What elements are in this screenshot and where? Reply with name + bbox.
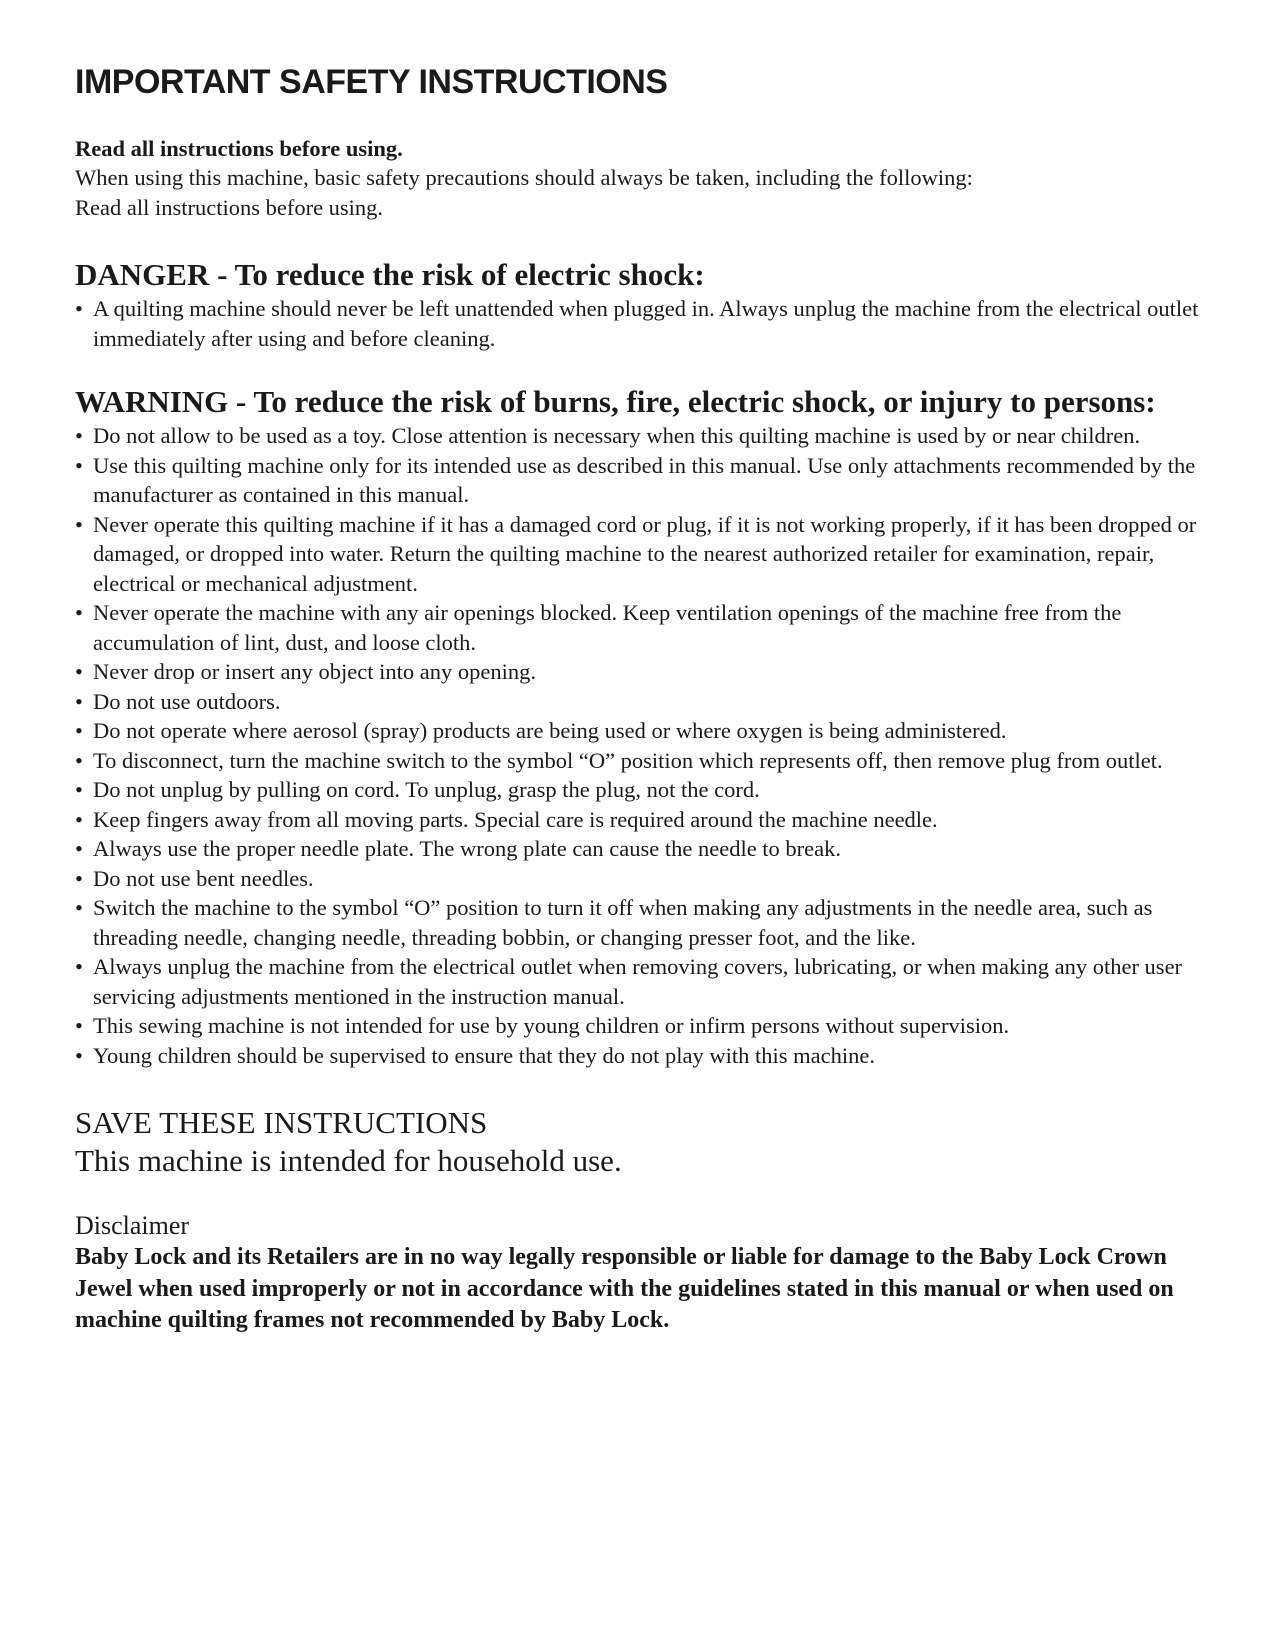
safety-page — [75, 62, 1205, 1337]
intro-lead: Read all instructions before using. — [75, 135, 403, 161]
warning-list — [75, 421, 1205, 1070]
danger-list — [75, 294, 1205, 353]
warning-item: • Switch the machine to the symbol “O” position to turn it off when making any adjustments in the needle area, such as threading needle, changing needle, threading bobbin, or changing presser foot, and the like. — [75, 893, 1205, 952]
warning-item: • Do not use outdoors. — [75, 687, 1205, 717]
danger-item: • A quilting machine should never be left unattended when plugged in. Always unplug the machine from the electrical outlet immediately after using and before cleaning. — [75, 294, 1205, 353]
warning-item: • Always use the proper needle plate. The wrong plate can cause the needle to break. — [75, 834, 1205, 864]
page-title: IMPORTANT SAFETY INSTRUCTIONS — [75, 63, 668, 101]
warning-item: • Never drop or insert any object into any opening. — [75, 657, 1205, 687]
warning-item: • Do not allow to be used as a toy. Close attention is necessary when this quilting machine is used by or near children. — [75, 421, 1205, 451]
danger-heading: DANGER - To reduce the risk of electric shock: — [75, 257, 705, 293]
warning-item: • To disconnect, turn the machine switch to the symbol “O” position which represents off, then remove plug from outlet. — [75, 746, 1205, 776]
warning-heading: WARNING - To reduce the risk of burns, fire, electric shock, or injury to persons: — [75, 384, 1156, 420]
save-instructions-block — [75, 1104, 1205, 1180]
warning-item: • Keep fingers away from all moving parts. Special care is required around the machine needle. — [75, 805, 1205, 835]
warning-item: • Use this quilting machine only for its intended use as described in this manual. Use only attachments recommended by the manufacturer as contained in this manual. — [75, 451, 1205, 510]
disclaimer-title: Disclaimer — [75, 1211, 190, 1241]
warning-item: • Do not unplug by pulling on cord. To unplug, grasp the plug, not the cord. — [75, 775, 1205, 805]
intro-block — [75, 134, 1205, 223]
warning-item: • Never operate this quilting machine if it has a damaged cord or plug, if it is not working properly, if it has been dropped or damaged, or dropped into water. Return the quilting machine to the nearest authorized retailer for examination, repair, electrical or mechanical adjustment. — [75, 510, 1205, 599]
household-use-note: This machine is intended for household use. — [75, 1143, 622, 1179]
save-instructions-heading: SAVE THESE INSTRUCTIONS — [75, 1105, 488, 1141]
warning-item: • Never operate the machine with any air openings blocked. Keep ventilation openings of the machine free from the accumulation of lint, dust, and loose cloth. — [75, 598, 1205, 657]
intro-line-1: When using this machine, basic safety precautions should always be taken, including the following: — [75, 165, 973, 191]
warning-item: • Do not use bent needles. — [75, 864, 1205, 894]
disclaimer-body: Baby Lock and its Retailers are in no way legally responsible or liable for damage to the Baby Lock Crown Jewel when used improperly or not in accordance with the guidelines stated in this manual or when used on machine quilting frames not recommended by Baby Lock. — [75, 1244, 1174, 1334]
disclaimer-block — [75, 1209, 1205, 1337]
warning-item: • This sewing machine is not intended for use by young children or infirm persons without supervision. — [75, 1011, 1205, 1041]
warning-item: • Do not operate where aerosol (spray) products are being used or where oxygen is being administered. — [75, 716, 1205, 746]
warning-item: • Always unplug the machine from the electrical outlet when removing covers, lubricating, or when making any other user servicing adjustments mentioned in the instruction manual. — [75, 952, 1205, 1011]
warning-item: • Young children should be supervised to ensure that they do not play with this machine. — [75, 1041, 1205, 1071]
intro-line-2: Read all instructions before using. — [75, 194, 384, 220]
